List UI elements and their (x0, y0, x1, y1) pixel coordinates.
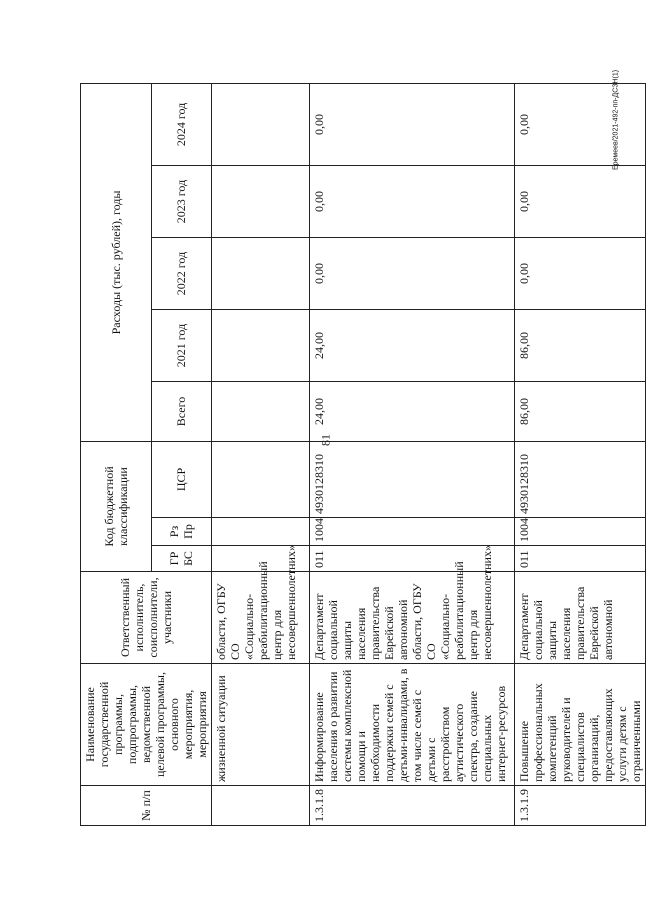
table-row (515, 83, 646, 825)
table-row (212, 83, 310, 825)
row-executor: области, ОГБУ СО «Социально-реабилитационный центр для несовершеннолетних» (212, 572, 310, 664)
header-budget-code: Код бюджетной классификации (81, 442, 152, 572)
row-2021: 86,00 (515, 310, 646, 382)
row-2024 (212, 83, 310, 165)
header-num: № п/п (81, 786, 212, 826)
row-2023: 0,00 (310, 166, 515, 238)
row-2021: 24,00 (310, 310, 515, 382)
row-name: Повышение профессиональных компетенций руководителей и специалистов организаций, предоставляющих услуги детям с ограниченными (515, 664, 646, 786)
header-csr: ЦСР (151, 442, 211, 518)
footer-doc-id: Еремеев/2021-492-пп-ДСЗН(1) (612, 69, 620, 171)
program-table (80, 83, 646, 826)
row-2023: 0,00 (515, 166, 646, 238)
row-2022 (212, 238, 310, 310)
row-name: жизненной ситуации (212, 664, 310, 786)
row-rzpr: 1004 (515, 518, 646, 546)
row-2022: 0,00 (515, 238, 646, 310)
row-name: Информирование населения о развитии системы комплексной помощи и необходимости поддержки семей с детьми-инвалидами, в том числе семей с детьми с расстройством аутистического спектра, создание специальных интернет-ресурсов (310, 664, 515, 786)
header-2024: 2024 год (151, 83, 211, 165)
row-rzpr (212, 518, 310, 546)
row-executor: Департамент социальной защиты населения правительства Еврейской автономной (515, 572, 646, 664)
row-num: 1.3.1.9 (515, 786, 646, 826)
header-rzpr: Рз Пр (151, 518, 211, 546)
header-2021: 2021 год (151, 310, 211, 382)
row-csr (212, 442, 310, 518)
header-grbs: ГР БС (151, 546, 211, 572)
row-total: 24,00 (310, 382, 515, 442)
header-executor: Ответственный исполнитель, соисполнители, участники (81, 572, 212, 664)
header-2023: 2023 год (151, 166, 211, 238)
row-2022: 0,00 (310, 238, 515, 310)
row-csr: 4930128310 (515, 442, 646, 518)
table-row (310, 83, 515, 825)
row-2024: 0,00 (310, 83, 515, 165)
row-rzpr: 1004 (310, 518, 515, 546)
header-expenses: Расходы (тыс. рублей), годы (81, 83, 152, 441)
row-num: 1.3.1.8 (310, 786, 515, 826)
row-grbs: 011 (310, 546, 515, 572)
row-grbs: 011 (515, 546, 646, 572)
row-total (212, 382, 310, 442)
row-num (212, 786, 310, 826)
row-csr: 4930128310 (310, 442, 515, 518)
row-2023 (212, 166, 310, 238)
header-total: Всего (151, 382, 211, 442)
header-2022: 2022 год (151, 238, 211, 310)
row-executor: Департамент социальной защиты населения правительства Еврейской автономной области, ОГБУ СО «Социально-реабилитационный центр для несовершеннолетних» (310, 572, 515, 664)
row-total: 86,00 (515, 382, 646, 442)
page-number: 81 (318, 434, 333, 446)
row-2024: 0,00 (515, 83, 646, 165)
header-name: Наименование государственной программы, подпрограммы, ведомственной целевой программы, основного мероприятия, мероприятия (81, 664, 212, 786)
row-2021 (212, 310, 310, 382)
